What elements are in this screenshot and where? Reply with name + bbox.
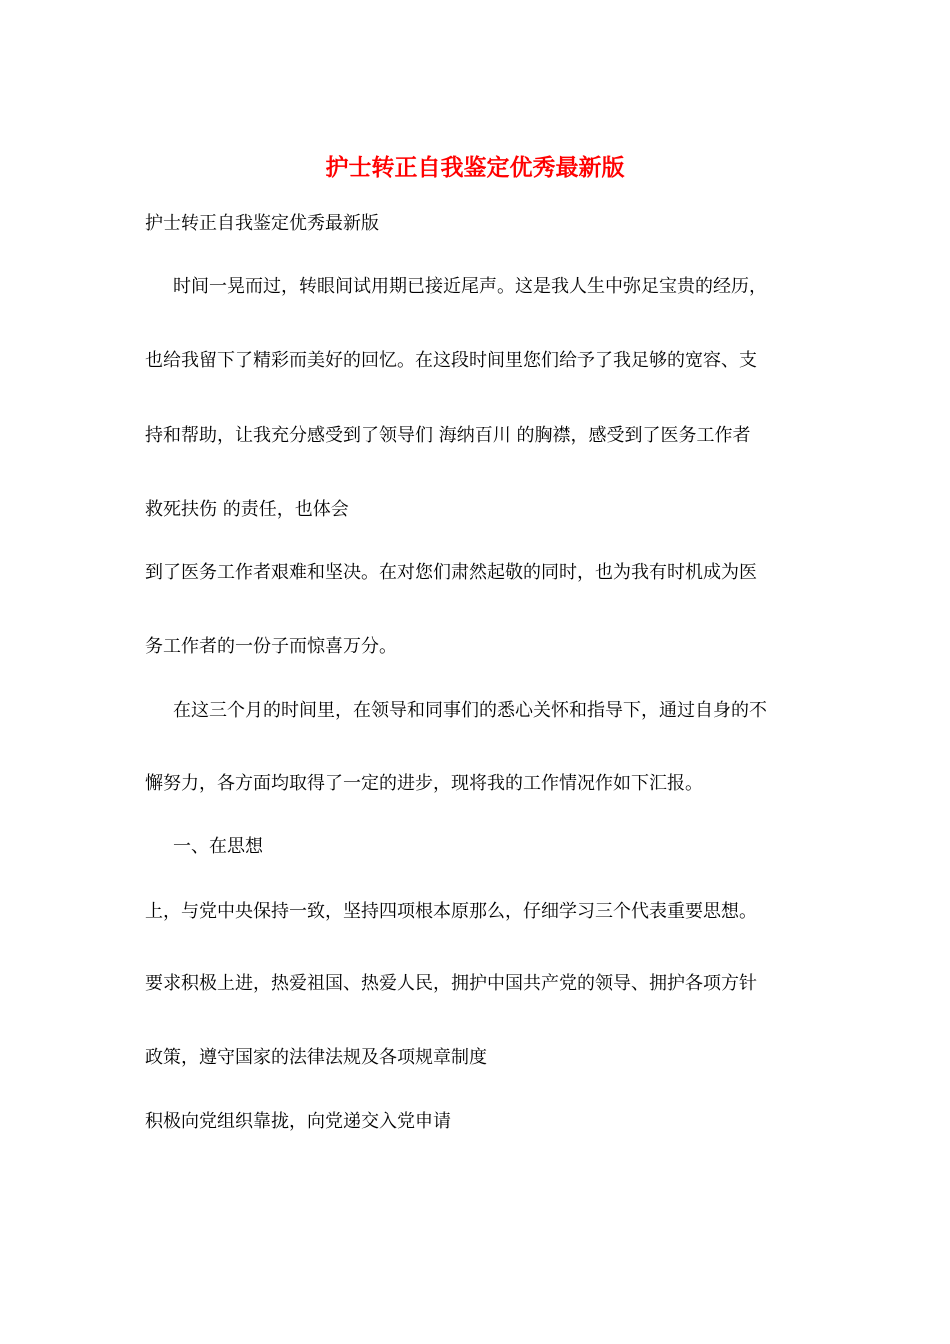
paragraph-line: 积极向党组织靠拢，向党递交入党申请 (145, 1111, 451, 1132)
paragraph-line: 时间一晃而过，转眼间试用期已接近尾声。这是我人生中弥足宝贵的经历， (173, 276, 767, 297)
paragraph-line: 务工作者的一份子而惊喜万分。 (145, 636, 397, 657)
paragraph-line: 在这三个月的时间里，在领导和同事们的悉心关怀和指导下，通过自身的不 (173, 700, 767, 721)
paragraph-line: 也给我留下了精彩而美好的回忆。在这段时间里您们给予了我足够的宽容、支 (145, 350, 757, 371)
subtitle-line: 护士转正自我鉴定优秀最新版 (145, 213, 379, 234)
section-heading: 一、在思想 (173, 836, 263, 857)
document-title: 护士转正自我鉴定优秀最新版 (325, 154, 625, 181)
paragraph-line: 上，与党中央保持一致，坚持四项根本原那么，仔细学习三个代表重要思想。 (145, 901, 757, 922)
paragraph-line: 救死扶伤 的责任，也体会 (145, 499, 349, 520)
paragraph-line: 政策，遵守国家的法律法规及各项规章制度 (145, 1047, 487, 1068)
paragraph-line: 持和帮助，让我充分感受到了领导们 海纳百川 的胸襟，感受到了医务工作者 (145, 425, 751, 446)
paragraph-line: 要求积极上进，热爱祖国、热爱人民，拥护中国共产党的领导、拥护各项方针 (145, 973, 757, 994)
paragraph-line: 到了医务工作者艰难和坚决。在对您们肃然起敬的同时，也为我有时机成为医 (145, 562, 757, 583)
paragraph-line: 懈努力，各方面均取得了一定的进步，现将我的工作情况作如下汇报。 (145, 773, 703, 794)
